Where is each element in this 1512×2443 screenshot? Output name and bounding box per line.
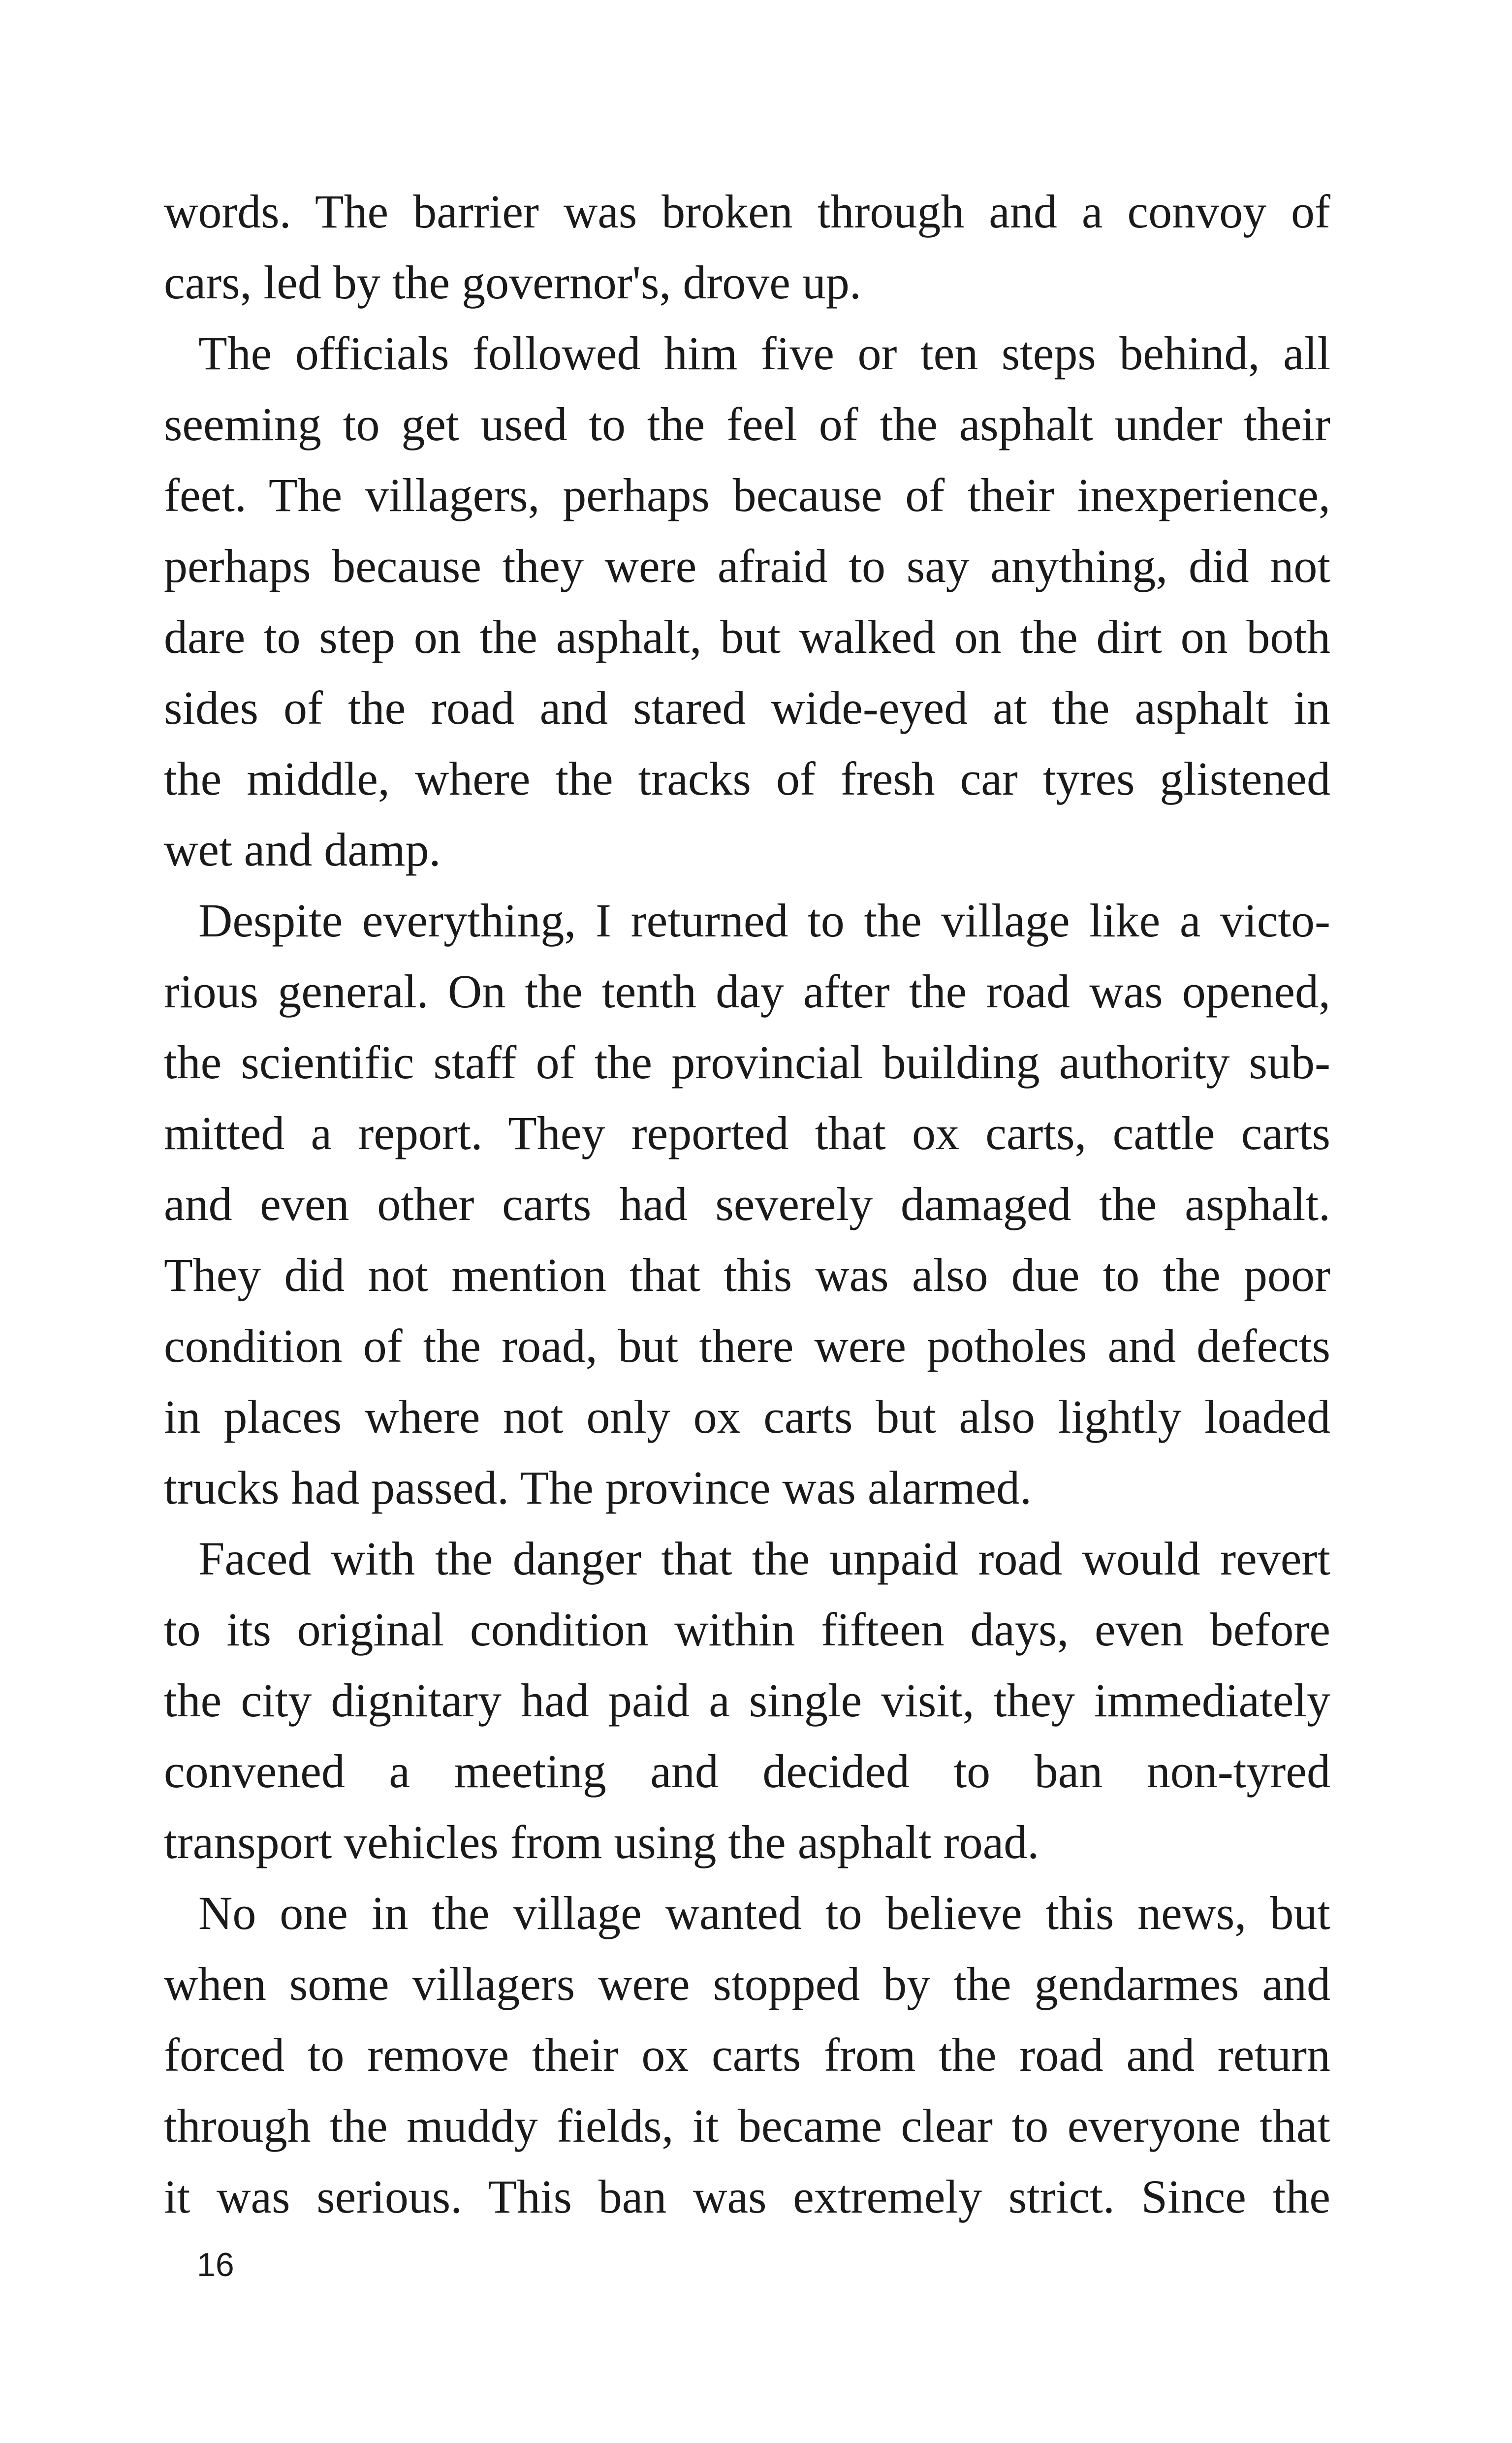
paragraph xyxy=(164,1878,1330,2232)
text-line: rious general. On the tenth day after the road was opened, xyxy=(164,965,1330,1018)
text-line: when some villagers were stopped by the gendarmes and xyxy=(164,1958,1330,2010)
paragraph xyxy=(164,176,1330,318)
text-line: convened a meeting and decided to ban non-tyred xyxy=(164,1745,1330,1798)
text-line: The officials followed him five or ten steps behind, all xyxy=(198,327,1330,380)
text-line: mitted a report. They reported that ox carts, cattle carts xyxy=(164,1107,1330,1159)
text-line: They did not mention that this was also due to the poor xyxy=(164,1249,1330,1301)
text-line: the city dignitary had paid a single visit, they immediately xyxy=(164,1674,1330,1727)
paragraph xyxy=(164,885,1330,1523)
text-line: trucks had passed. The province was alarmed. xyxy=(164,1461,1032,1514)
text-line: in places where not only ox carts but also lightly loaded xyxy=(164,1390,1330,1443)
text-line: the middle, where the tracks of fresh car tyres glistened xyxy=(164,752,1330,805)
text-line: the scientific staff of the provincial building authority sub- xyxy=(164,1036,1330,1089)
page-number: 16 xyxy=(197,2246,234,2283)
text-line: words. The barrier was broken through and a convoy of xyxy=(164,185,1330,238)
text-line: cars, led by the governor's, drove up. xyxy=(164,256,861,309)
text-line: and even other carts had severely damaged the asphalt. xyxy=(164,1178,1330,1230)
text-line: transport vehicles from using the asphalt road. xyxy=(164,1816,1040,1868)
text-line: through the muddy fields, it became clear to everyone that xyxy=(164,2099,1330,2152)
text-line: dare to step on the asphalt, but walked on the dirt on both xyxy=(164,611,1330,663)
paragraph xyxy=(164,318,1330,885)
text-line: perhaps because they were afraid to say anything, did not xyxy=(164,540,1330,592)
text-line: it was serious. This ban was extremely strict. Since the xyxy=(164,2170,1330,2223)
text-line: sides of the road and stared wide-eyed at the asphalt in xyxy=(164,681,1330,734)
text-line: No one in the village wanted to believe this news, but xyxy=(198,1887,1330,1939)
text-line: forced to remove their ox carts from the road and return xyxy=(164,2028,1330,2081)
body-text xyxy=(164,176,1330,2232)
text-line: wet and damp. xyxy=(164,823,441,876)
text-line: Faced with the danger that the unpaid road would revert xyxy=(198,1532,1330,1585)
text-line: feet. The villagers, perhaps because of their inexperience, xyxy=(164,469,1330,521)
paragraph xyxy=(164,1523,1330,1878)
text-line: condition of the road, but there were potholes and defects xyxy=(164,1319,1330,1372)
text-line: to its original condition within fifteen days, even before xyxy=(164,1603,1330,1656)
text-line: Despite everything, I returned to the village like a victo- xyxy=(198,894,1330,947)
text-line: seeming to get used to the feel of the asphalt under their xyxy=(164,398,1330,450)
